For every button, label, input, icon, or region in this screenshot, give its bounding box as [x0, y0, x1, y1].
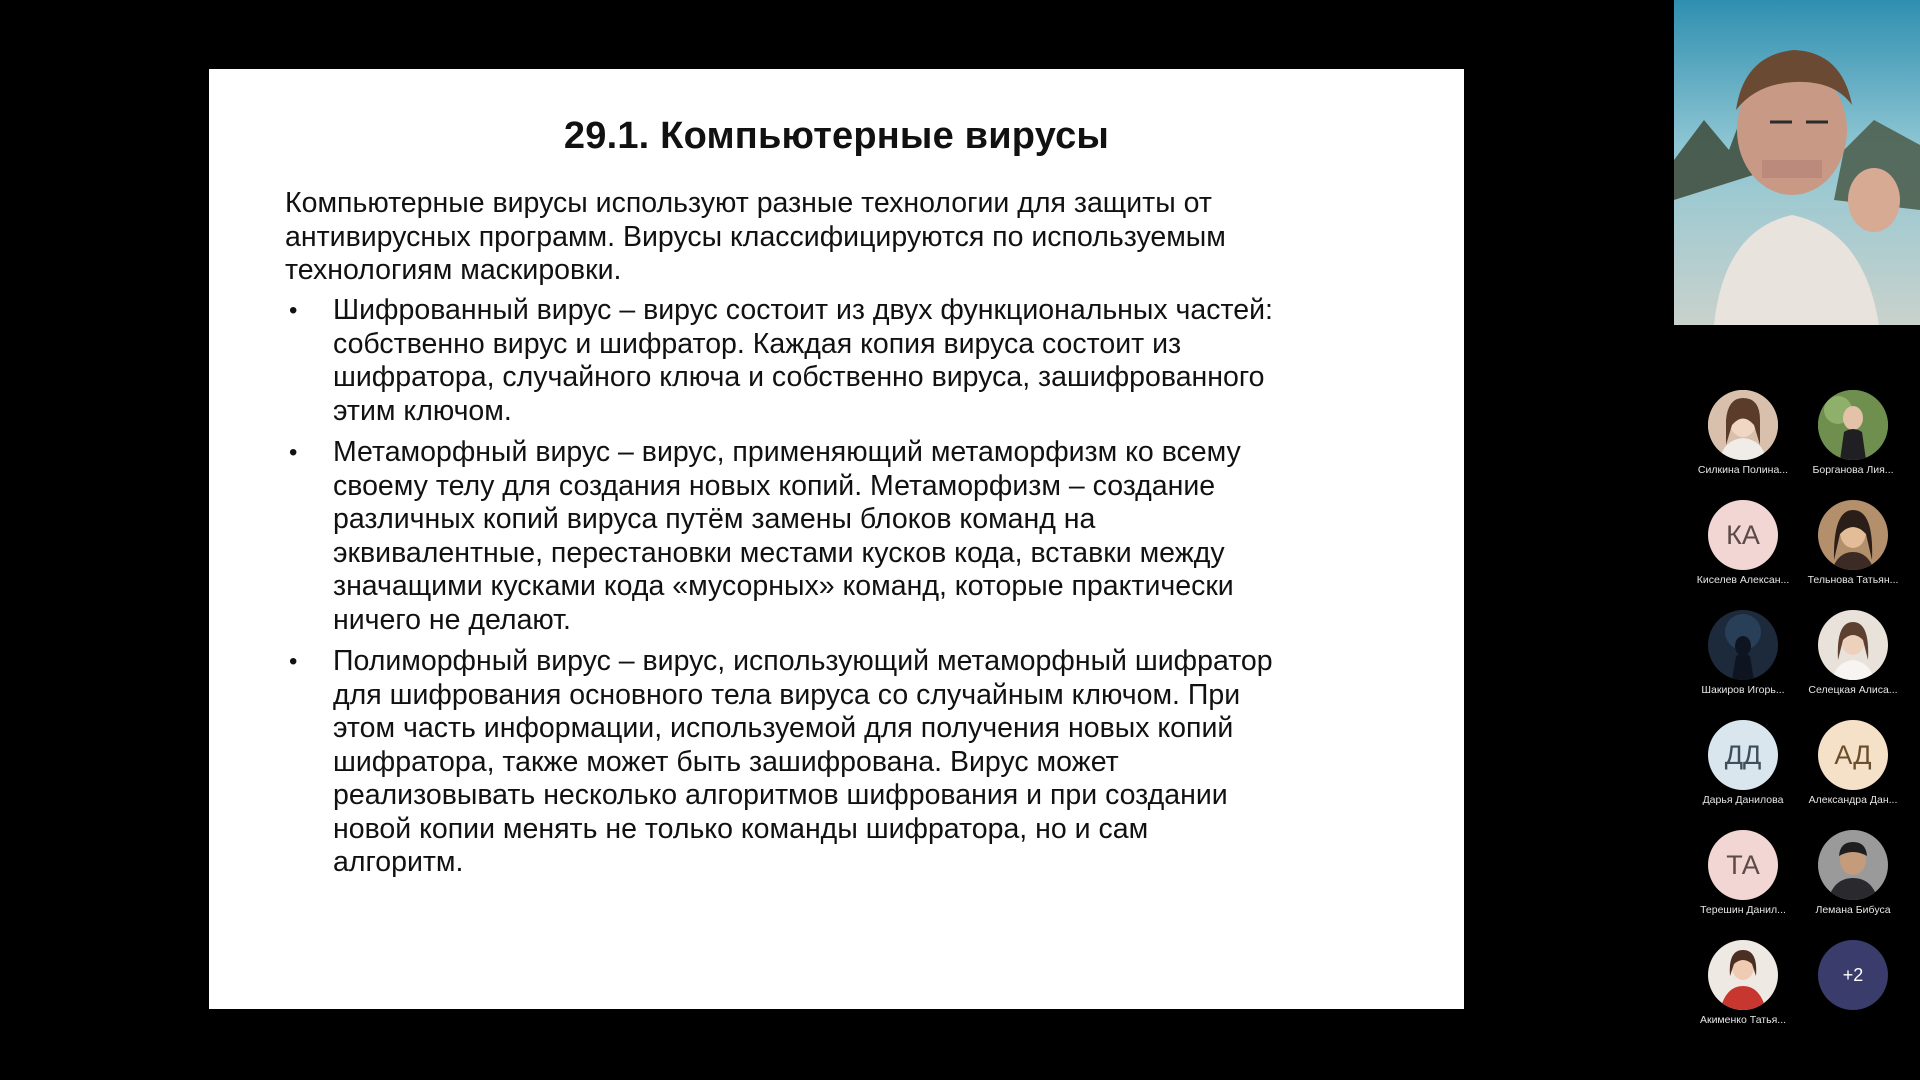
bullet-line: Шифрованный вирус – вирус состоит из двух функциональных частей: [333, 294, 1273, 326]
bullet-line: значащими кусками кода «мусорных» команд, которые практически [333, 570, 1234, 602]
participant-tile[interactable] [1800, 720, 1910, 830]
user-photo-icon [1708, 940, 1778, 1010]
bullet-line: новой копии менять не только команды шифратора, но и сам [333, 812, 1149, 845]
speaker-video-frame [1674, 0, 1920, 325]
bullet-line: Метаморфный вирус – вирус, применяющий метаморфизм ко всему [333, 436, 1241, 468]
bullet-line: Полиморфный вирус – вирус, использующий метаморфный шифратор [333, 645, 1273, 677]
avatar-initials: АД [1818, 720, 1888, 790]
user-photo-icon [1818, 610, 1888, 680]
participant-tile[interactable] [1800, 500, 1910, 610]
more-participants-badge[interactable]: +2 [1818, 940, 1888, 1010]
participant-name: Акименко Татья... [1699, 1014, 1787, 1026]
presentation-slide [209, 69, 1464, 1009]
avatar-initials: ТА [1708, 830, 1778, 900]
bullet-dot: • [289, 439, 298, 466]
user-photo-icon [1818, 500, 1888, 570]
bullet-line: ничего не делают. [333, 603, 571, 636]
participant-tile[interactable] [1690, 610, 1800, 720]
more-participants[interactable] [1800, 940, 1910, 1050]
user-photo-icon [1818, 390, 1888, 460]
avatar-initials: КА [1708, 500, 1778, 570]
participant-name: Киселев Алексан... [1696, 574, 1790, 586]
participant-tile[interactable] [1800, 610, 1910, 720]
slide-title: 29.1. Компьютерные вирусы [563, 115, 1110, 157]
bullet-line: для шифрования основного тела вируса со случайным ключом. При [333, 678, 1241, 711]
participant-name: Тельнова Татьян... [1807, 574, 1899, 586]
participant-name: Селецкая Алиса... [1808, 684, 1898, 696]
bullet-list [285, 294, 1415, 888]
participant-name: Терешин Данил... [1700, 904, 1786, 916]
bullet-line: различных копий вируса путём замены блоков команд на [333, 503, 1096, 535]
avatar-initials: ДД [1708, 720, 1778, 790]
user-photo-icon [1708, 610, 1778, 680]
participant-name: Шакиров Игорь... [1701, 684, 1785, 696]
participant-name: Дарья Данилова [1702, 794, 1784, 806]
intro-line: технологиям маскировки. [285, 254, 622, 286]
participant-tile[interactable] [1800, 390, 1910, 500]
bullet-line: этим ключом. [333, 394, 512, 427]
bullet-item [285, 294, 1415, 428]
participant-name: Силкина Полина... [1697, 464, 1789, 476]
participant-tile[interactable] [1690, 830, 1800, 940]
bullet-dot: • [289, 297, 298, 324]
slide-intro [285, 187, 1405, 288]
bullet-dot: • [289, 648, 298, 675]
bullet-line: реализовывать несколько алгоритмов шифрования и при создании [333, 779, 1228, 811]
bullet-line: эквивалентные, перестановки местами кусков кода, вставки между [333, 536, 1225, 569]
participant-name: Александра Дан... [1808, 794, 1898, 806]
bullet-line: алгоритм. [333, 846, 464, 878]
bullet-line: своему телу для создания новых копий. Метаморфизм – создание [333, 469, 1216, 502]
participant-tile[interactable] [1690, 940, 1800, 1050]
participant-name: Борганова Лия... [1812, 464, 1894, 476]
user-photo-icon [1708, 390, 1778, 460]
participant-tile[interactable] [1690, 720, 1800, 830]
participant-tile[interactable] [1690, 500, 1800, 610]
bullet-line: этом часть информации, используемой для получения новых копий [333, 712, 1234, 744]
user-photo-icon [1818, 830, 1888, 900]
intro-line: Компьютерные вирусы используют разные технологии для защиты от [285, 187, 1212, 219]
bullet-item [285, 645, 1415, 880]
speaker-video[interactable] [1674, 0, 1920, 325]
bullet-line: шифратора, также может быть зашифрована. Вирус может [333, 745, 1119, 778]
participant-tile[interactable] [1800, 830, 1910, 940]
bullet-item [285, 436, 1415, 637]
participant-tile[interactable] [1690, 390, 1800, 500]
bullet-line: собственно вирус и шифратор. Каждая копия вируса состоит из [333, 327, 1182, 360]
participant-name: Лемана Бибуса [1815, 904, 1891, 916]
intro-line: антивирусных программ. Вирусы классифицируются по используемым [285, 220, 1226, 253]
bullet-line: шифратора, случайного ключа и собственно вируса, зашифрованного [333, 361, 1265, 393]
